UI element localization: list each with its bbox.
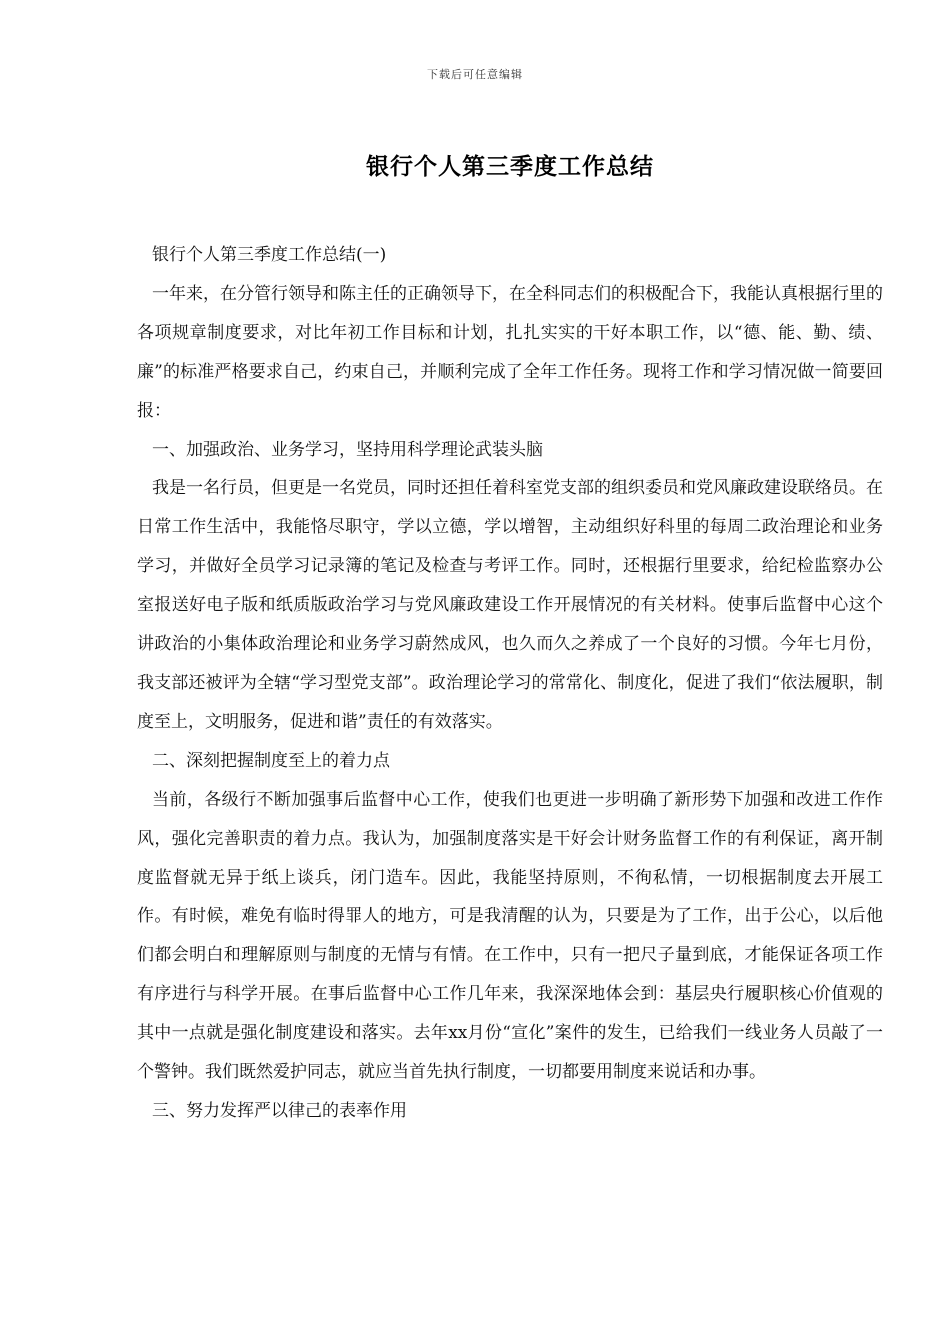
document-body	[137, 236, 883, 1131]
body-paragraph: 当前，各级行不断加强事后监督中心工作，使我们也更进一步明确了新形势下加强和改进工作作风，强化完善职责的着力点。我认为，加强制度落实是干好会计财务监督工作的有利保证，离开制度监督就无异于纸上谈兵，闭门造车。因此，我能坚持原则，不徇私情，一切根据制度去开展工作。有时候，难免有临时得罪人的地方，可是我清醒的认为，只要是为了工作，出于公心，以后他们都会明白和理解原则与制度的无情与有情。在工作中，只有一把尺子量到底，才能保证各项工作有序进行与科学开展。在事后监督中心工作几年来，我深深地体会到：基层央行履职核心价值观的其中一点就是强化制度建设和落实。去年xx月份“宣化”案件的发生，已给我们一线业务人员敲了一个警钟。我们既然爱护同志，就应当首先执行制度，一切都要用制度来说话和办事。	[137, 789, 883, 1083]
page-header-note: 下载后可任意编辑	[427, 68, 523, 81]
section-heading: 二、深刻把握制度至上的着力点	[152, 750, 390, 771]
section-heading: 一、加强政治、业务学习，坚持用科学理论武装头脑	[152, 439, 543, 460]
body-paragraph: 我是一名行员，但更是一名党员，同时还担任着科室党支部的组织委员和党风廉政建设联络员。在日常工作生活中，我能恪尽职守，学以立德，学以增智，主动组织好科里的每周二政治理论和业务学习，并做好全员学习记录簿的笔记及检查与考评工作。同时，还根据行里要求，给纪检监察办公室报送好电子版和纸质版政治学习与党风廉政建设工作开展情况的有关材料。使事后监督中心这个讲政治的小集体政治理论和业务学习蔚然成风，也久而久之养成了一个良好的习惯。今年七月份，我支部还被评为全辖“学习型党支部”。政治理论学习的常常化、制度化，促进了我们“依法履职，制度至上，文明服务，促进和谐”责任的有效落实。	[137, 478, 883, 732]
body-paragraph: 一年来，在分管行领导和陈主任的正确领导下，在全科同志们的积极配合下，我能认真根据行里的各项规章制度要求，对比年初工作目标和计划，扎扎实实的干好本职工作，以“德、能、勤、绩、廉”的标准严格要求自己，约束自己，并顺利完成了全年工作任务。现将工作和学习情况做一简要回报：	[137, 283, 883, 421]
document-title: 银行个人第三季度工作总结	[366, 153, 654, 180]
section-heading: 三、努力发挥严以律己的表率作用	[152, 1100, 407, 1121]
document-subtitle: 银行个人第三季度工作总结(一)	[152, 245, 387, 265]
